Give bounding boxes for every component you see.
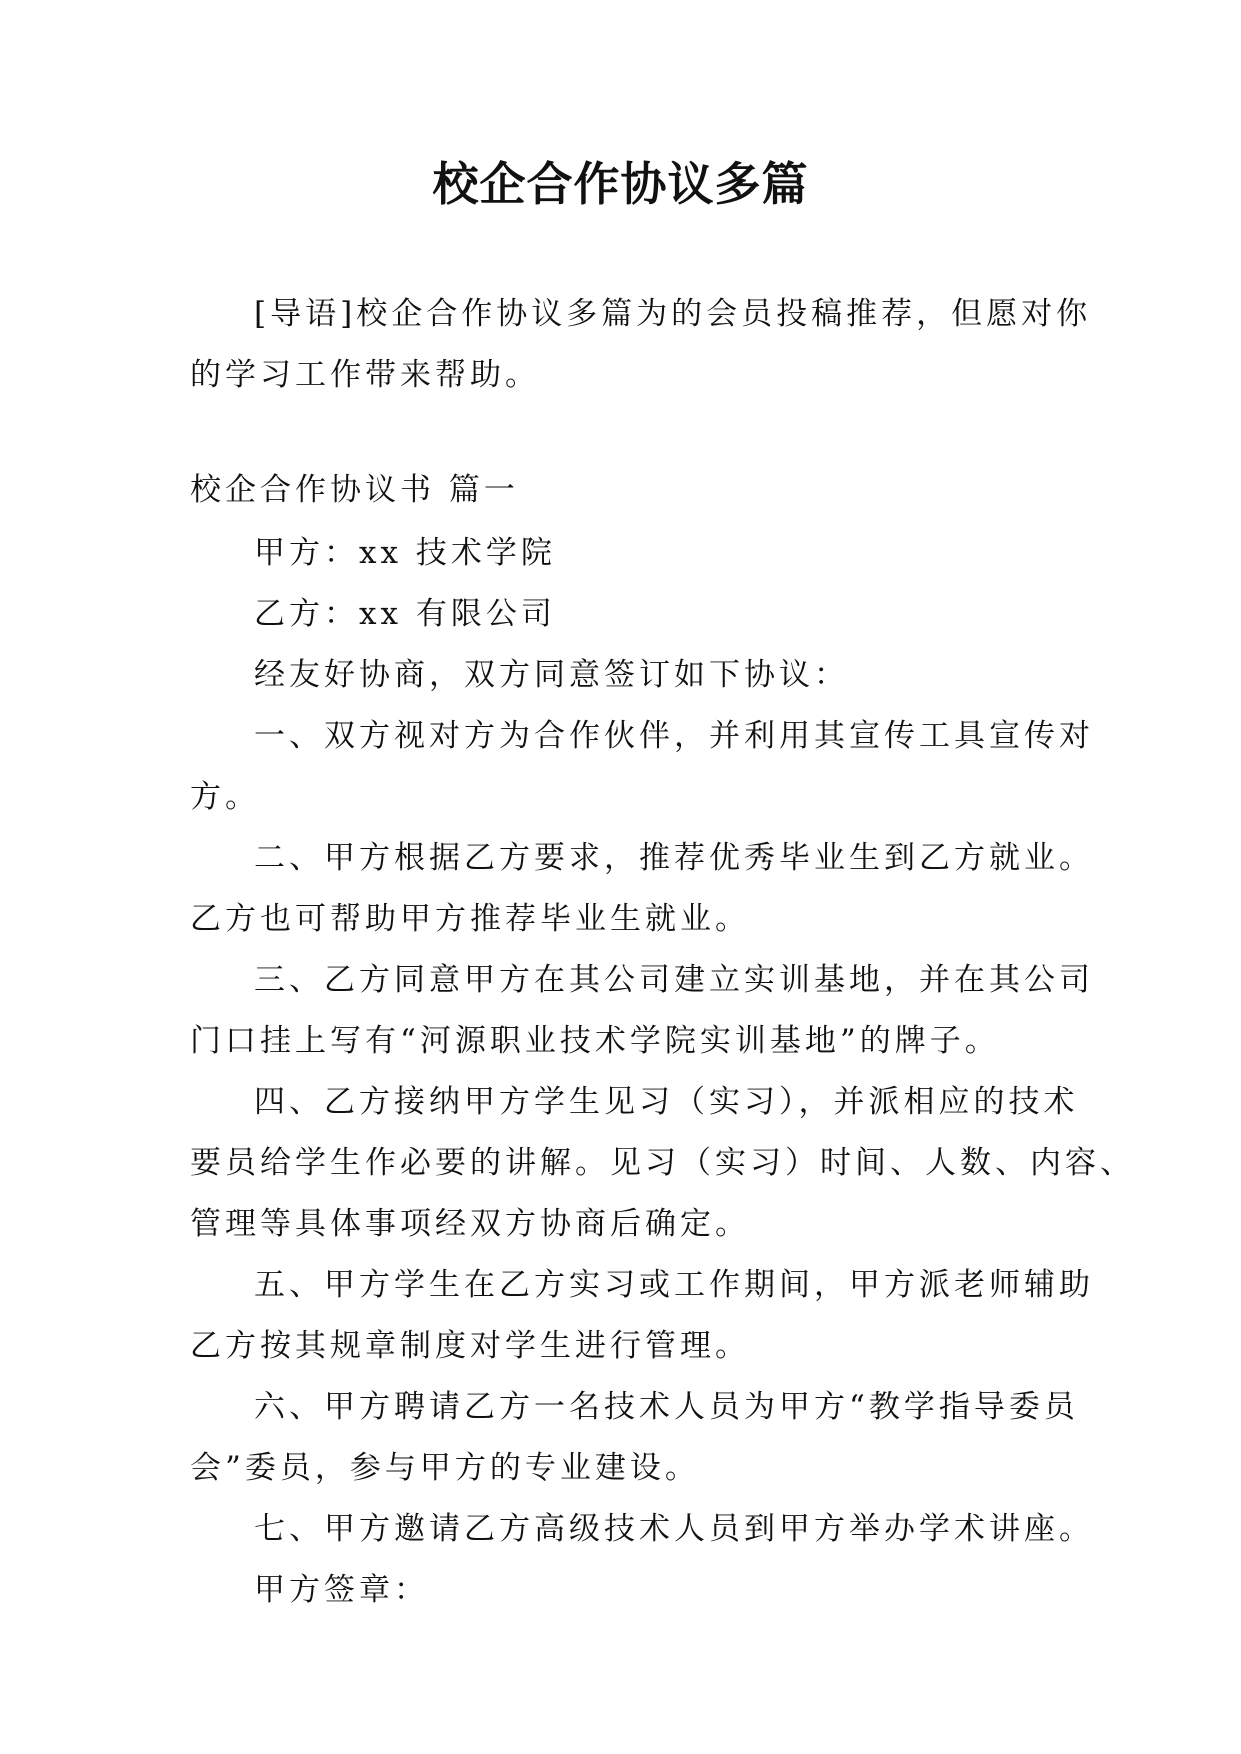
- body-line: 管理等具体事项经双方协商后确定。: [190, 1206, 750, 1242]
- body-line: 乙方按其规章制度对学生进行管理。: [190, 1328, 750, 1364]
- body-line: 三、乙方同意甲方在其公司建立实训基地，并在其公司: [254, 962, 1094, 998]
- body-line: 乙方也可帮助甲方推荐毕业生就业。: [190, 901, 750, 937]
- signature-label: 甲方签章：: [254, 1572, 429, 1608]
- body-line: 七、甲方邀请乙方高级技术人员到甲方举办学术讲座。: [254, 1511, 1094, 1547]
- body-line: 二、甲方根据乙方要求，推荐优秀毕业生到乙方就业。: [254, 840, 1094, 876]
- body-line: 四、乙方接纳甲方学生见习（实习），并派相应的技术: [254, 1084, 1079, 1120]
- document-title: 校企合作协议多篇: [432, 157, 809, 211]
- body-line: 会”委员，参与甲方的专业建设。: [190, 1450, 700, 1486]
- section-heading: 校企合作协议书 篇一: [190, 472, 519, 508]
- body-line: 门口挂上写有“河源职业技术学院实训基地”的牌子。: [190, 1023, 1000, 1059]
- body-line: 经友好协商，双方同意签订如下协议：: [254, 657, 849, 693]
- body-line: 要员给学生作必要的讲解。见习（实习）时间、人数、内容、: [190, 1145, 1135, 1181]
- body-line: 一、双方视对方为合作伙伴，并利用其宣传工具宣传对: [254, 718, 1094, 754]
- body-line: 乙方：xx 有限公司: [254, 596, 556, 632]
- intro-line: [导语]校企合作协议多篇为的会员投稿推荐，但愿对你: [254, 296, 1092, 332]
- body-line: 方。: [190, 779, 260, 815]
- intro-line: 的学习工作带来帮助。: [190, 357, 540, 393]
- intro-paragraph: [190, 284, 1092, 406]
- body-line: 六、甲方聘请乙方一名技术人员为甲方“教学指导委员: [254, 1389, 1079, 1425]
- agreement-body: [190, 460, 1135, 1621]
- body-line: 五、甲方学生在乙方实习或工作期间，甲方派老师辅助: [254, 1267, 1094, 1303]
- body-line: 甲方：xx 技术学院: [254, 535, 556, 571]
